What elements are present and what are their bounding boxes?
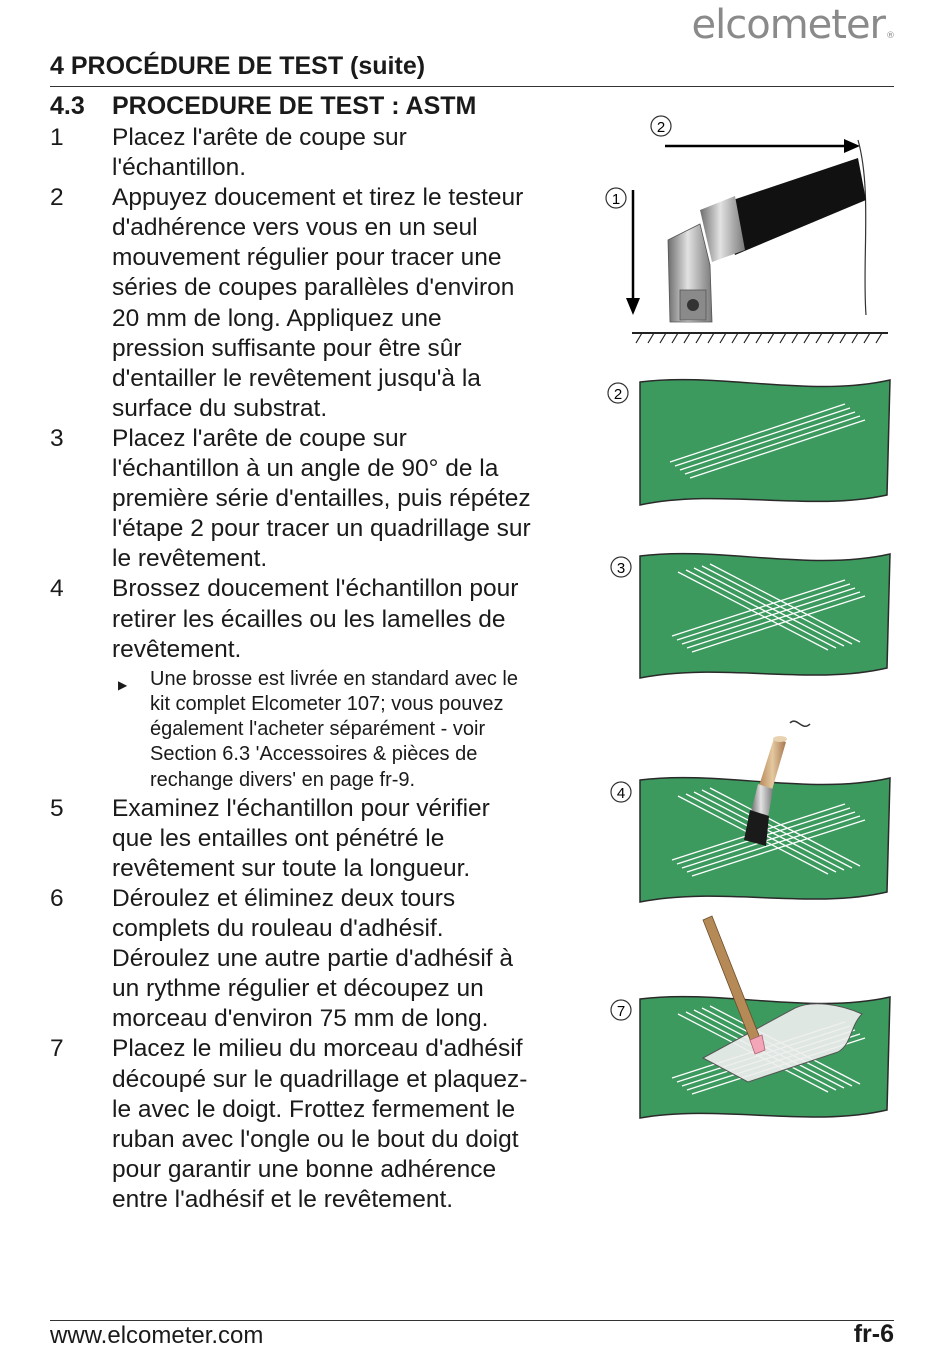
section-title: 4 PROCÉDURE DE TEST (suite) [50,52,426,80]
subsection-heading [50,92,476,121]
step-label: 7 [616,1003,626,1020]
step-text: Placez l'arête de coupe sur l'échantillon. [112,124,407,182]
step-text: Placez le milieu du morceau d'adhésif découpé sur le quadrillage et plaquez- le avec le doigt. Frottez fermement le ruban avec l'ongle ou le bout du doigt pour garantir une bonne adhérence entre l'adhésif et le revêtement. [112,1035,528,1213]
triangle-bullet-icon: ▶ [118,677,128,692]
parallel-cuts-figure [608,380,890,505]
step-7 [50,1034,590,1215]
motion-squiggle [790,721,810,726]
step-label: 3 [616,560,626,577]
footer-url: www.elcometer.com [50,1322,264,1349]
header-rule [50,86,894,87]
cutter-tool-figure [606,116,888,343]
brush-note [112,667,590,793]
subsection-title: PROCEDURE DE TEST : ASTM [112,92,477,120]
procedure-steps [50,123,590,1215]
green-panel [640,554,890,678]
brushing-figure [611,721,890,902]
step-label: 2 [613,386,623,403]
arrow-head [626,298,640,315]
step-3 [50,424,590,574]
step-5 [50,794,590,884]
step-label: 4 [616,785,626,802]
step-number: 6 [50,884,64,912]
step-text: Placez l'arête de coupe sur l'échantillon à un angle de 90° de la première série d'entailles, puis répétez l'étape 2 pour tracer un quadrillage sur le revêtement. [112,424,531,573]
surface-hatching [636,333,882,343]
step-text: Déroulez et éliminez deux tours complets du rouleau d'adhésif. Déroulez une autre partie d'adhésif à un rythme régulier et découpez un morceau d'environ 75 mm de long. [112,884,514,1033]
step-number: 7 [50,1035,64,1063]
subsection-number: 4.3 [50,92,85,120]
procedure-illustrations [600,100,900,1130]
step-6 [50,884,590,1034]
step-number: 5 [50,794,64,822]
note-text: Une brosse est livrée en standard avec le kit complet Elcometer 107; vous pouvez également l'acheter séparément - voir Section 6.3 'Accessoires & pièces de rechange divers' en page fr-9. [150,667,518,791]
brush-handle-end [773,736,787,742]
brush-handle [759,738,786,790]
page-number: fr-6 [853,1320,894,1348]
step-number: 4 [50,575,64,603]
step-1 [50,123,590,183]
step-label: 1 [611,191,621,208]
step-label: 2 [656,119,666,136]
step-text: Examinez l'échantillon pour vérifier que les entailles ont pénétré le revêtement sur toute la longueur. [112,794,490,882]
arrow-head [844,139,860,153]
step-text: Brossez doucement l'échantillon pour retirer les écailles ou les lamelles de revêtement. [112,575,519,663]
step-number: 2 [50,184,64,212]
step-4 [50,574,590,664]
step-number: 1 [50,124,64,151]
step-2 [50,183,590,424]
blade-screw [687,299,699,311]
tape-application-figure [611,916,890,1118]
elcometer-logo: elcometer® [691,2,894,48]
step-number: 3 [50,424,64,452]
cross-hatch-figure [611,554,890,678]
footer-rule [50,1320,894,1321]
step-text: Appuyez doucement et tirez le testeur d'adhérence vers vous en un seul mouvement régulier pour tracer une séries de coupes parallèles d'environ 20 mm de long. Appliquez une pression suffisante pour être sûr d'entailler le revêtement jusqu'à la surface du substrat. [112,184,524,422]
